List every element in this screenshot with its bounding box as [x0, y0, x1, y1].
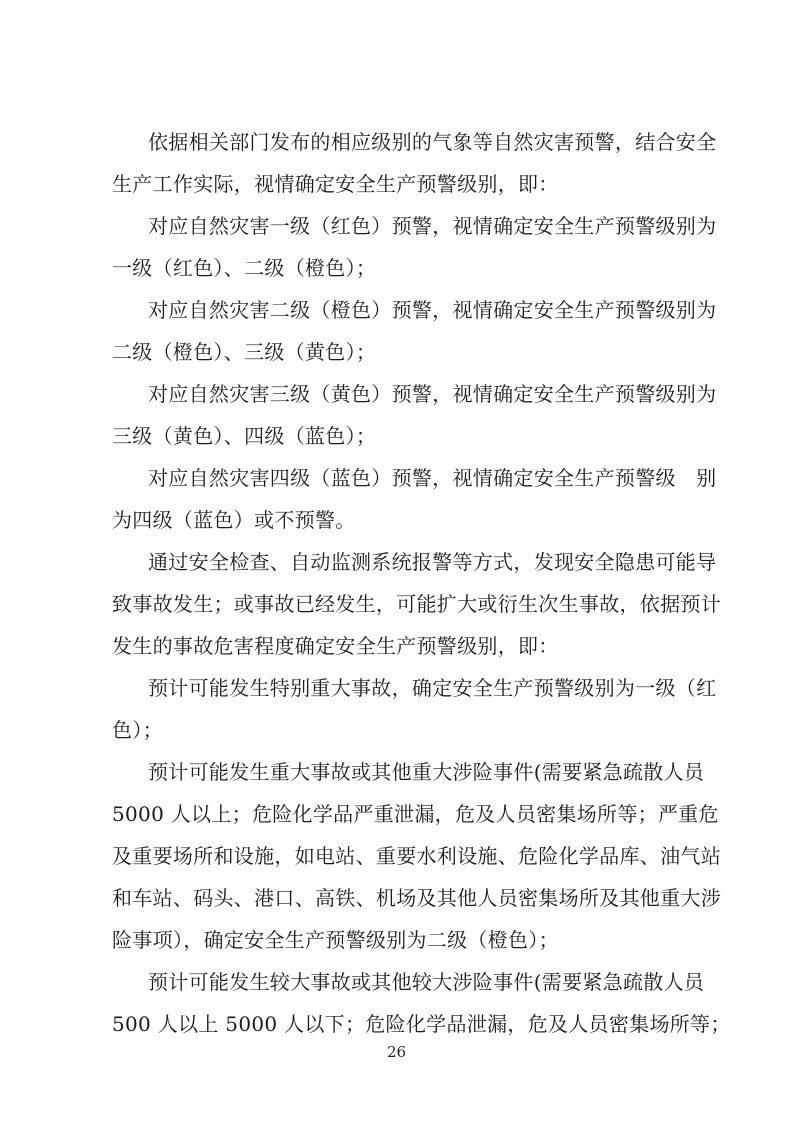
- paragraph-line: 500 人以上 5000 人以下；危险化学品泄漏，危及人员密集场所等；: [112, 1012, 731, 1036]
- paragraph-line: 和车站、码头、港口、高铁、机场及其他人员密集场所及其他重大涉: [112, 886, 721, 910]
- paragraph-line: 二级（橙色）、三级（黄色）；: [112, 340, 377, 364]
- paragraph-line: 对应自然灾害二级（橙色）预警，视情确定安全生产预警级别为: [148, 298, 717, 322]
- paragraph-line: 预计可能发生特别重大事故，确定安全生产预警级别为一级（红: [148, 676, 717, 700]
- paragraph-line: 及重要场所和设施，如电站、重要水利设施、危险化学品库、油气站: [112, 844, 721, 868]
- paragraph-line: 预计可能发生较大事故或其他较大涉险事件(需要紧急疏散人员: [148, 970, 705, 994]
- paragraph-line: 生产工作实际，视情确定安全生产预警级别，即：: [112, 172, 559, 196]
- paragraph-line: 色）；: [112, 718, 163, 742]
- paragraph-line: 预计可能发生重大事故或其他重大涉险事件(需要紧急疏散人员: [148, 760, 705, 784]
- paragraph-line: 三级（黄色）、四级（蓝色）；: [112, 424, 377, 448]
- paragraph-line: 对应自然灾害一级（红色）预警，视情确定安全生产预警级别为: [148, 214, 717, 238]
- paragraph-line: 对应自然灾害三级（黄色）预警，视情确定安全生产预警级别为: [148, 382, 717, 406]
- paragraph-line: 依据相关部门发布的相应级别的气象等自然灾害预警，结合安全: [148, 130, 717, 154]
- paragraph-line: 通过安全检查、自动监测系统报警等方式，发现安全隐患可能导: [148, 550, 717, 574]
- paragraph-line: 对应自然灾害四级（蓝色）预警，视情确定安全生产预警级 别: [148, 466, 717, 490]
- paragraph-line: 为四级（蓝色）或不预警。: [112, 508, 356, 532]
- paragraph-line: 5000 人以上；危险化学品严重泄漏，危及人员密集场所等；严重危: [112, 802, 719, 826]
- paragraph-line: 发生的事故危害程度确定安全生产预警级别，即：: [112, 634, 559, 658]
- paragraph-line: 致事故发生；或事故已经发生，可能扩大或衍生次生事故，依据预计: [112, 592, 721, 616]
- page-number: 26: [386, 1043, 407, 1061]
- paragraph-line: 一级（红色）、二级（橙色）；: [112, 256, 377, 280]
- paragraph-line: 险事项），确定安全生产预警级别为二级（橙色）；: [112, 928, 559, 952]
